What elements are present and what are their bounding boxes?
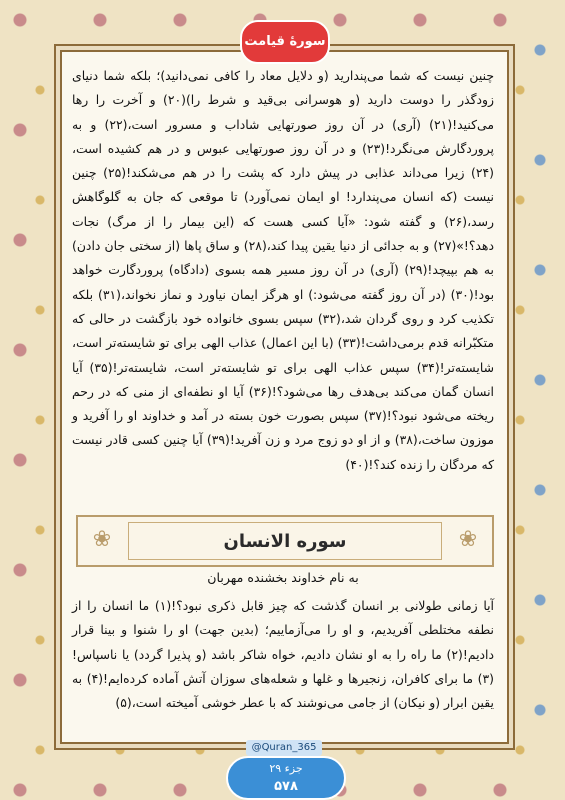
surah-title: سوره الانسان — [128, 522, 442, 560]
surah-badge: سورهٔ قیامت — [240, 20, 330, 64]
ornament-icon: ❀ — [92, 527, 112, 552]
ornament-icon: ❀ — [458, 527, 478, 552]
translation-paragraph-1: چنین نیست که شما می‌پندارید (و دلایل معاد را کافی نمی‌دانید)؛ بلکه شما دنیای زودگذر را دوست دارید (و هوسرانی بی‌قید و شرط را)(۲۰) و آخرت را رها می‌کنید!(۲۱) (آری) در آن روز صورتهایی شاداب و مسرور است،(۲۲) و به پروردگارش می‌نگرد!(۲۳) و در آن روز صورتهایی عبوس و در هم کشیده است،(۲۴) زیرا می‌داند عذابی در پیش دارد که پشت را در هم می‌شکند!(۲۵) چنین نیست (که انسان می‌پندارد! او ایمان نمی‌آورد) تا موقعی که جان به گلوگاهش رسد،(۲۶) و گفته شود: «آیا کسی هست که (این بیمار را از مرگ) نجات دهد؟!»(۲۷) و به جدائی از دنیا یقین پیدا کند،(۲۸) و ساق پاها (از سختی جان دادن) به هم بپیچد!(۲۹) (آری) در آن روز مسیر همه بسوی (دادگاه) پروردگارت خواهد بود!(۳۰) (در آن روز گفته می‌شود:) او هرگز ایمان نیاورد و نماز نخواند،(۳۱) بلکه تکذیب کرد و روی گردان شد،(۳۲) سپس بسوی خانواده خود بازگشت در حالی که متکبّرانه قدم برمی‌داشت!(۳۳) (با این اعمال) عذاب الهی برای تو شایسته‌تر است، شایسته‌تر!(۳۴) سپس عذاب الهی برای تو شایسته‌تر است، شایسته‌تر!(۳۵) آیا انسان گمان می‌کند بی‌هدف رها می‌شود؟!(۳۶) آیا او نطفه‌ای از منی که در رحم ریخته می‌شود نبود؟!(۳۷) سپس بصورت خون بسته در آمد و خداوند او را آفرید و موزون ساخت،(۳۸) و از او دو زوج مرد و زن آفرید!(۳۹) آیا چنین کسی قادر نیست که مردگان را زنده کند؟!(۴۰) — [72, 68, 495, 472]
surah-header — [76, 515, 494, 567]
juz-label: جزء ۲۹ — [269, 762, 303, 775]
translation-paragraph-2: آیا زمانی طولانی بر انسان گذشت که چیز قابل ذکری نبود؟!(۱) ما انسان را از نطفه مختلطی آفریدیم، و او را می‌آزماییم؛ (بدین جهت) او را شنوا و بینا قرار دادیم!(۲) ما راه را به او نشان دادیم، خواه شاکر باشد (و پذیرا گردد) یا ناسپاس!(۳) ما برای کافران، زنجیرها و غلها و شعله‌های سوزان آتش آماده کرده‌ایم!(۴) به یقین ابرار (و نیکان) از جامی می‌نوشند که با عطر خوشی آمیخته است،(۵) — [72, 598, 494, 711]
page-footer-badge — [226, 756, 346, 800]
basmala: به نام خداوند بخشنده مهربان — [207, 570, 359, 585]
channel-handle[interactable]: @Quran_365 — [246, 740, 322, 756]
page-number: ۵۷۸ — [274, 779, 298, 794]
